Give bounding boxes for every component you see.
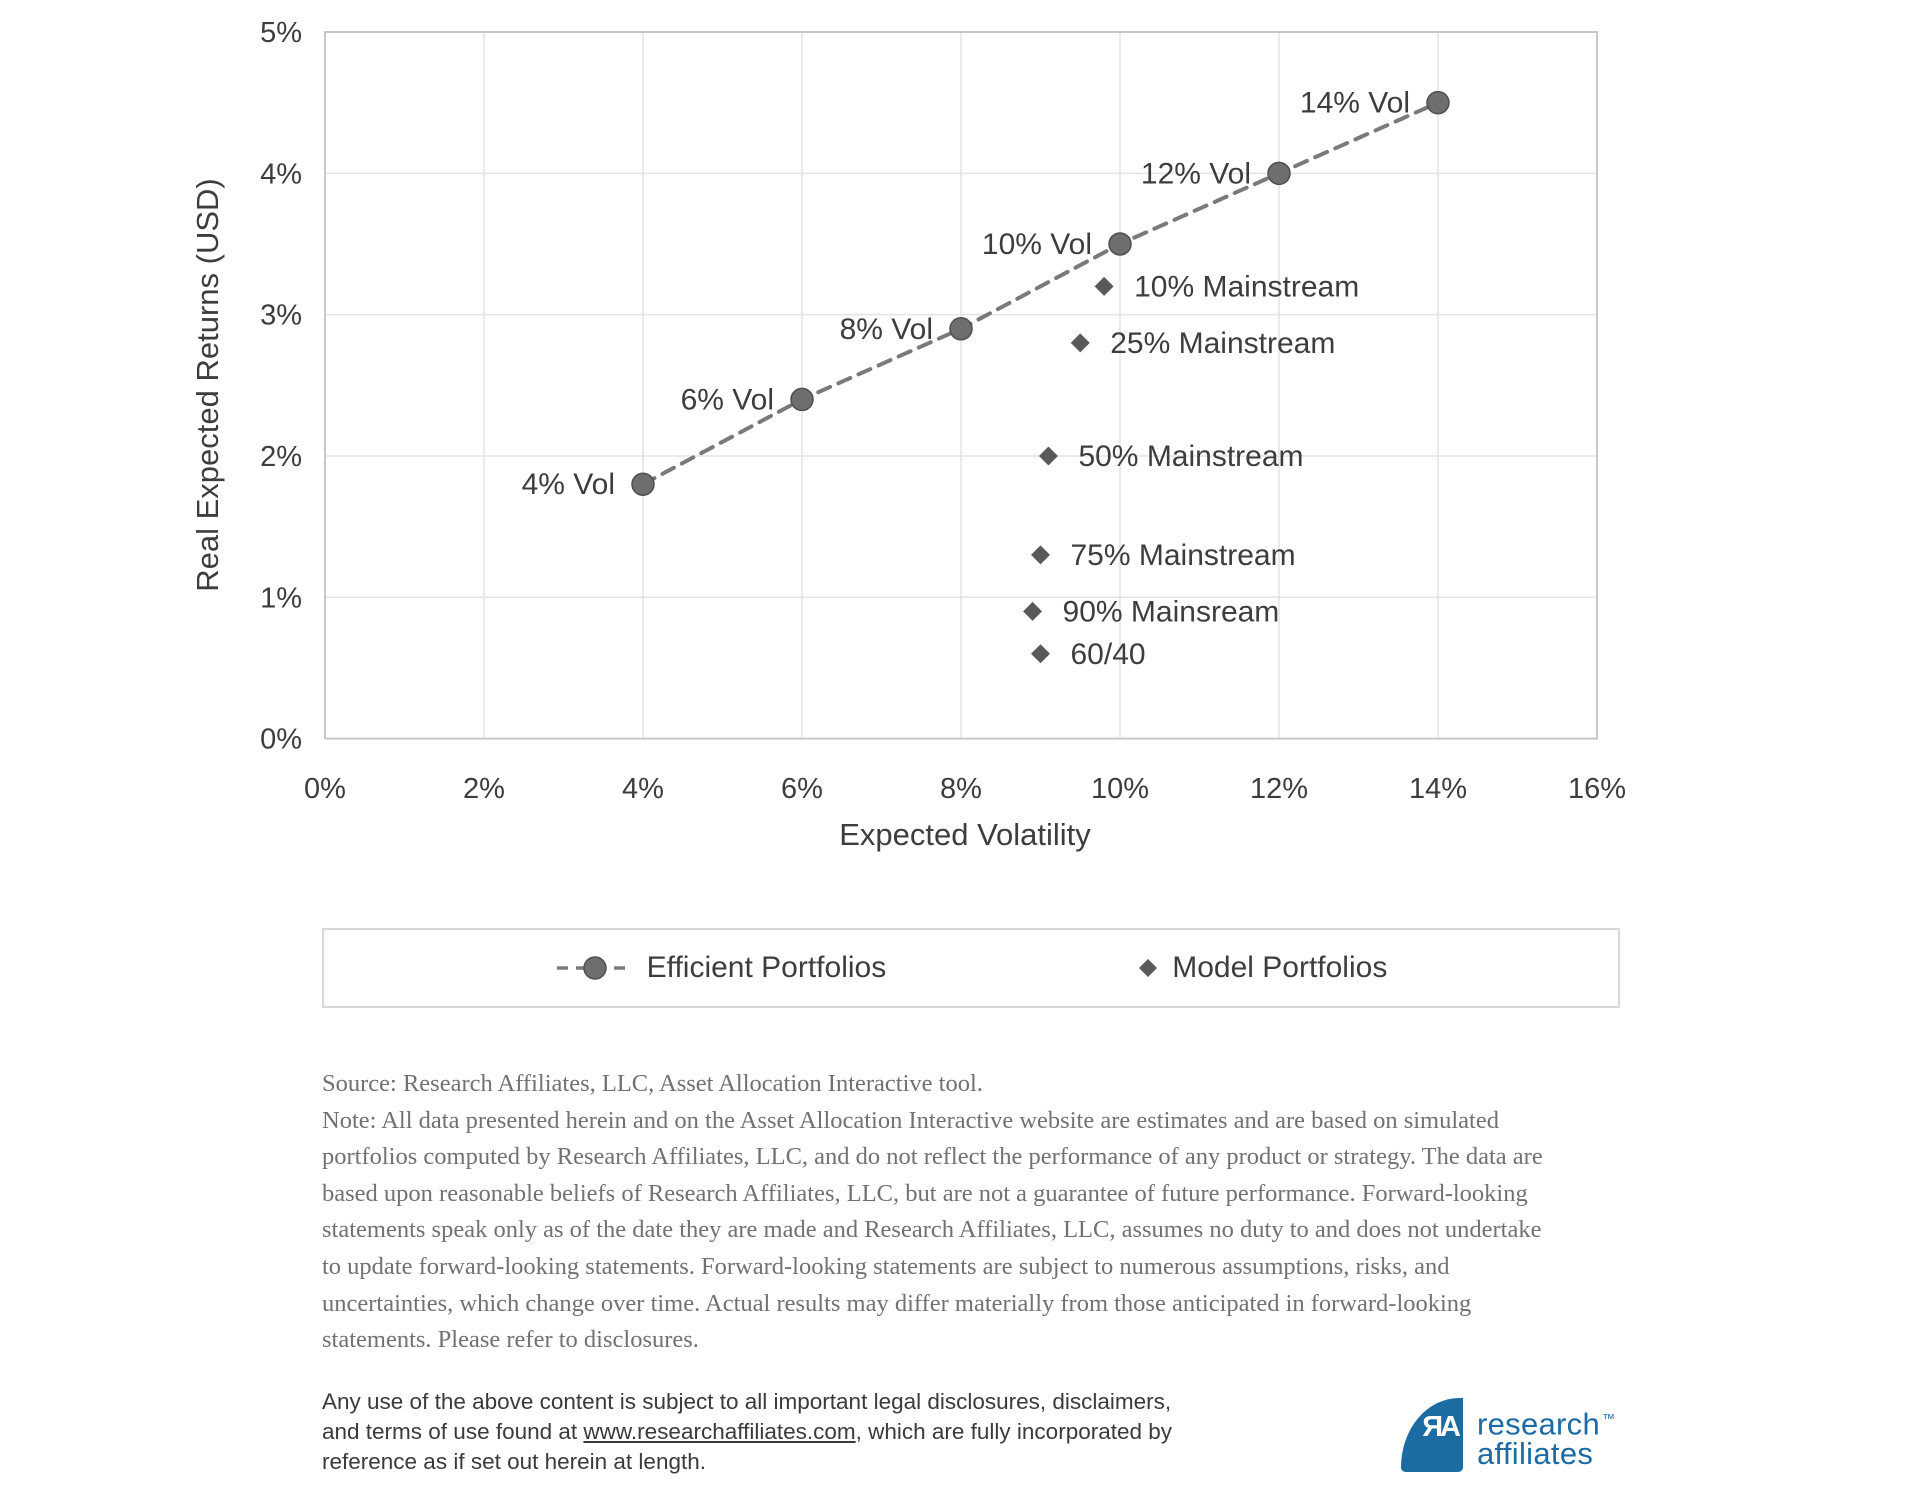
logo-line1: research ™ (1477, 1406, 1616, 1442)
logo-line2: affiliates (1477, 1436, 1594, 1472)
efficient-point (950, 318, 972, 340)
note-line: Note: All data presented herein and on the Asset Allocation Interactive website are estimates and are based on simulated (322, 1106, 1499, 1134)
efficient-point-label: 4% Vol (521, 468, 615, 502)
x-axis-tick-label: 10% (1090, 773, 1150, 805)
y-axis-title: Real Expected Returns (USD) (190, 178, 225, 592)
legend-item-efficient-portfolios (555, 951, 887, 985)
y-axis-tick-label: 0% (260, 723, 302, 756)
model-point (1023, 602, 1042, 621)
disclaimer-line2-post: , which are fully incorporated by (855, 1419, 1173, 1444)
model-point (1031, 644, 1050, 663)
chart-legend (322, 928, 1620, 1008)
model-point-label: 50% Mainstream (1078, 439, 1304, 473)
note-line: statements. Please refer to disclosures. (322, 1326, 699, 1354)
legend-label-efficient: Efficient Portfolios (646, 951, 887, 984)
model-point (1039, 446, 1058, 465)
x-axis-tick-label: 12% (1249, 773, 1309, 805)
model-point (1071, 333, 1090, 352)
x-axis-tick-label: 6% (781, 773, 823, 805)
efficient-point-label: 14% Vol (1299, 86, 1410, 120)
y-axis-tick-label: 3% (260, 299, 302, 332)
legend-label-model: Model Portfolios (1172, 951, 1388, 984)
x-axis-tick-label: 8% (940, 773, 982, 805)
note-line: portfolios computed by Research Affiliates, LLC, and do not reflect the performance of any product or strategy. The data are (322, 1143, 1543, 1171)
disclaimer-line2-pre: and terms of use found at (322, 1419, 584, 1444)
diamond-marker-icon (1136, 956, 1160, 980)
y-axis-tick-label: 5% (260, 17, 302, 49)
note-line: to update forward-looking statements. Forward-looking statements are subject to numerous assumptions, risks, and (322, 1252, 1450, 1280)
x-axis-tick-label: 2% (463, 773, 505, 805)
x-axis-tick-label: 0% (304, 773, 346, 805)
legend-item-model-portfolios (1136, 951, 1387, 985)
model-point (1031, 545, 1050, 564)
y-axis-tick-label: 1% (260, 582, 302, 615)
model-point-label: 90% Mainsream (1062, 595, 1280, 629)
trademark-symbol: ™ (1602, 1411, 1616, 1426)
logo-wordmark (1477, 1398, 1616, 1472)
model-point-label: 60/40 (1070, 637, 1146, 671)
y-axis-tick-label: 4% (260, 158, 302, 191)
x-axis-tick-label: 16% (1567, 773, 1627, 805)
efficient-point-label: 8% Vol (839, 312, 933, 346)
x-axis-tick-label: 14% (1408, 773, 1468, 805)
efficient-point-label: 6% Vol (680, 383, 774, 417)
y-axis-tick-label: 2% (260, 440, 302, 473)
research-affiliates-logo (1401, 1398, 1615, 1472)
note-line: based upon reasonable beliefs of Research Affiliates, LLC, but are not a guarantee of future performance. Forward-looking (322, 1179, 1528, 1207)
model-point-label: 25% Mainstream (1110, 326, 1336, 360)
efficient-point (1427, 92, 1449, 114)
disclaimer-line3: reference as if set out herein at length. (322, 1449, 706, 1474)
efficient-point-label: 12% Vol (1140, 157, 1251, 191)
efficient-point (632, 473, 654, 495)
legal-disclaimer (322, 1387, 1222, 1477)
dashed-line-circle-marker-icon (555, 955, 635, 981)
model-point-label: 10% Mainstream (1134, 270, 1360, 304)
model-point (1095, 277, 1114, 296)
disclaimer-line1: Any use of the above content is subject to all important legal disclosures, disclaimers, (322, 1389, 1172, 1414)
note-line: uncertainties, which change over time. Actual results may differ materially from those anticipated in forward-looking (322, 1289, 1472, 1317)
efficient-point-label: 10% Vol (981, 227, 1092, 261)
ra-monogram: ЯA (1422, 1411, 1458, 1443)
note-line: statements speak only as of the date they are made and Research Affiliates, LLC, assumes no duty to and does not undertake (322, 1216, 1542, 1244)
model-point-label: 75% Mainstream (1070, 538, 1296, 572)
efficient-point (1268, 162, 1290, 184)
ra-logo-mark-icon (1401, 1398, 1463, 1472)
x-axis-tick-label: 4% (622, 773, 664, 805)
note-line: Source: Research Affiliates, LLC, Asset Allocation Interactive tool. (322, 1070, 983, 1097)
efficient-point (791, 388, 813, 410)
source-and-note-text (322, 1066, 1682, 1359)
efficient-point (1109, 233, 1131, 255)
x-axis-title: Expected Volatility (839, 817, 1091, 852)
research-affiliates-link[interactable]: www.researchaffiliates.com (583, 1419, 856, 1444)
